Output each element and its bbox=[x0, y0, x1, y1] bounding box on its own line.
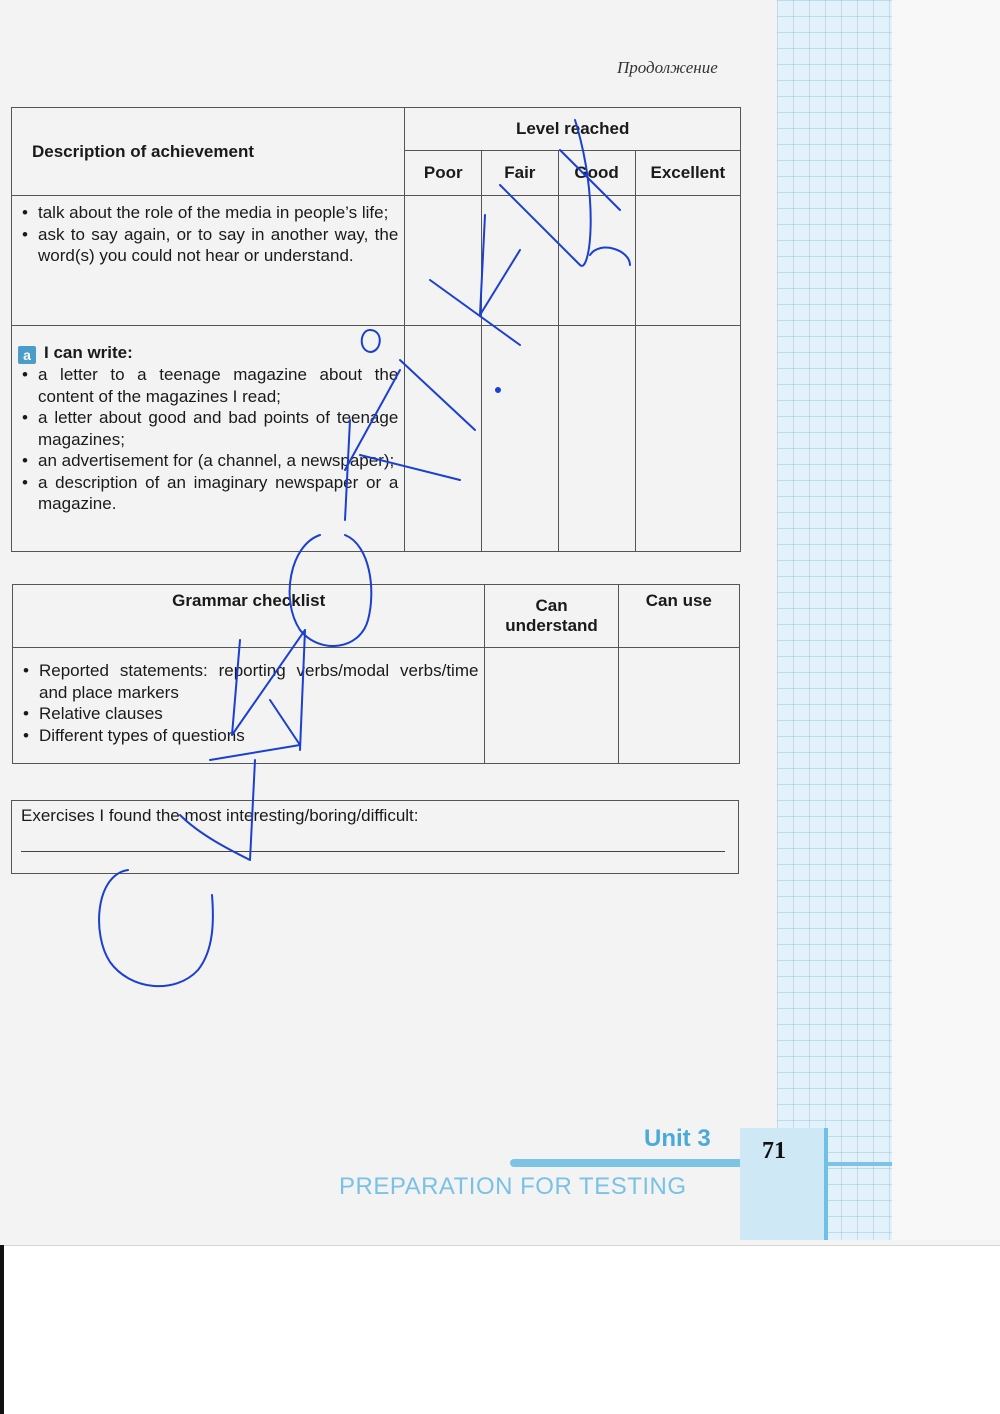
checkbox-cell[interactable] bbox=[558, 326, 635, 552]
list-item: • a letter about good and bad points of teenage magazines; bbox=[18, 407, 398, 450]
checkbox-cell[interactable] bbox=[482, 196, 558, 326]
checkbox-cell[interactable] bbox=[635, 326, 740, 552]
checkbox-cell[interactable] bbox=[558, 196, 635, 326]
unit-bar-right bbox=[822, 1162, 892, 1166]
list-item: • Reported statements: reporting verbs/modal verbs/time and place markers bbox=[19, 660, 478, 703]
level-good-header: Good bbox=[558, 151, 635, 196]
can-understand-header: Can understand bbox=[485, 585, 618, 648]
list-item: • a description of an imaginary newspaper or a magazine. bbox=[18, 472, 398, 515]
grammar-items-cell bbox=[13, 648, 485, 764]
checkbox-cell[interactable] bbox=[482, 326, 558, 552]
checkbox-cell[interactable] bbox=[485, 648, 618, 764]
checkbox-cell[interactable] bbox=[618, 648, 739, 764]
unit-bar bbox=[510, 1159, 740, 1167]
level-excellent-header: Excellent bbox=[635, 151, 740, 196]
checkbox-cell[interactable] bbox=[405, 196, 482, 326]
col-level-header: Level reached bbox=[405, 108, 741, 151]
list-item: • Different types of questions bbox=[19, 725, 478, 747]
checkbox-cell[interactable] bbox=[635, 196, 740, 326]
checkbox-cell[interactable] bbox=[405, 326, 482, 552]
margin-grid-strip bbox=[777, 0, 892, 1240]
can-use-header: Can use bbox=[618, 585, 739, 648]
list-item: • an advertisement for (a channel, a newspaper); bbox=[18, 450, 398, 472]
scan-edge bbox=[0, 1245, 4, 1414]
answer-line[interactable] bbox=[21, 851, 725, 852]
writing-skills-cell bbox=[12, 326, 405, 552]
list-item: • a letter to a teenage magazine about the content of the magazines I read; bbox=[18, 364, 398, 407]
page-edge bbox=[892, 0, 1000, 1240]
list-item: • talk about the role of the media in people’s life; bbox=[18, 202, 398, 224]
exercises-box bbox=[11, 800, 739, 874]
continued-label: Продолжение bbox=[617, 58, 718, 77]
col-description-header: Description of achievement bbox=[12, 108, 405, 196]
section-label: PREPARATION FOR TESTING bbox=[339, 1173, 687, 1200]
list-item: • Relative clauses bbox=[19, 703, 478, 725]
speaking-skills-cell bbox=[12, 196, 405, 326]
level-poor-header: Poor bbox=[405, 151, 482, 196]
grammar-table bbox=[12, 584, 740, 764]
write-heading: a I can write: bbox=[18, 342, 398, 364]
grammar-checklist-header: Grammar checklist bbox=[13, 585, 485, 648]
exercises-label: Exercises I found the most interesting/boring/difficult: bbox=[21, 806, 419, 825]
writing-icon: a bbox=[18, 346, 36, 364]
list-item: • ask to say again, or to say in another way, the word(s) you could not hear or understand. bbox=[18, 224, 398, 267]
page-number: 71 bbox=[762, 1138, 786, 1164]
level-fair-header: Fair bbox=[482, 151, 558, 196]
unit-label: Unit 3 bbox=[644, 1125, 711, 1152]
achievement-table bbox=[11, 107, 741, 552]
